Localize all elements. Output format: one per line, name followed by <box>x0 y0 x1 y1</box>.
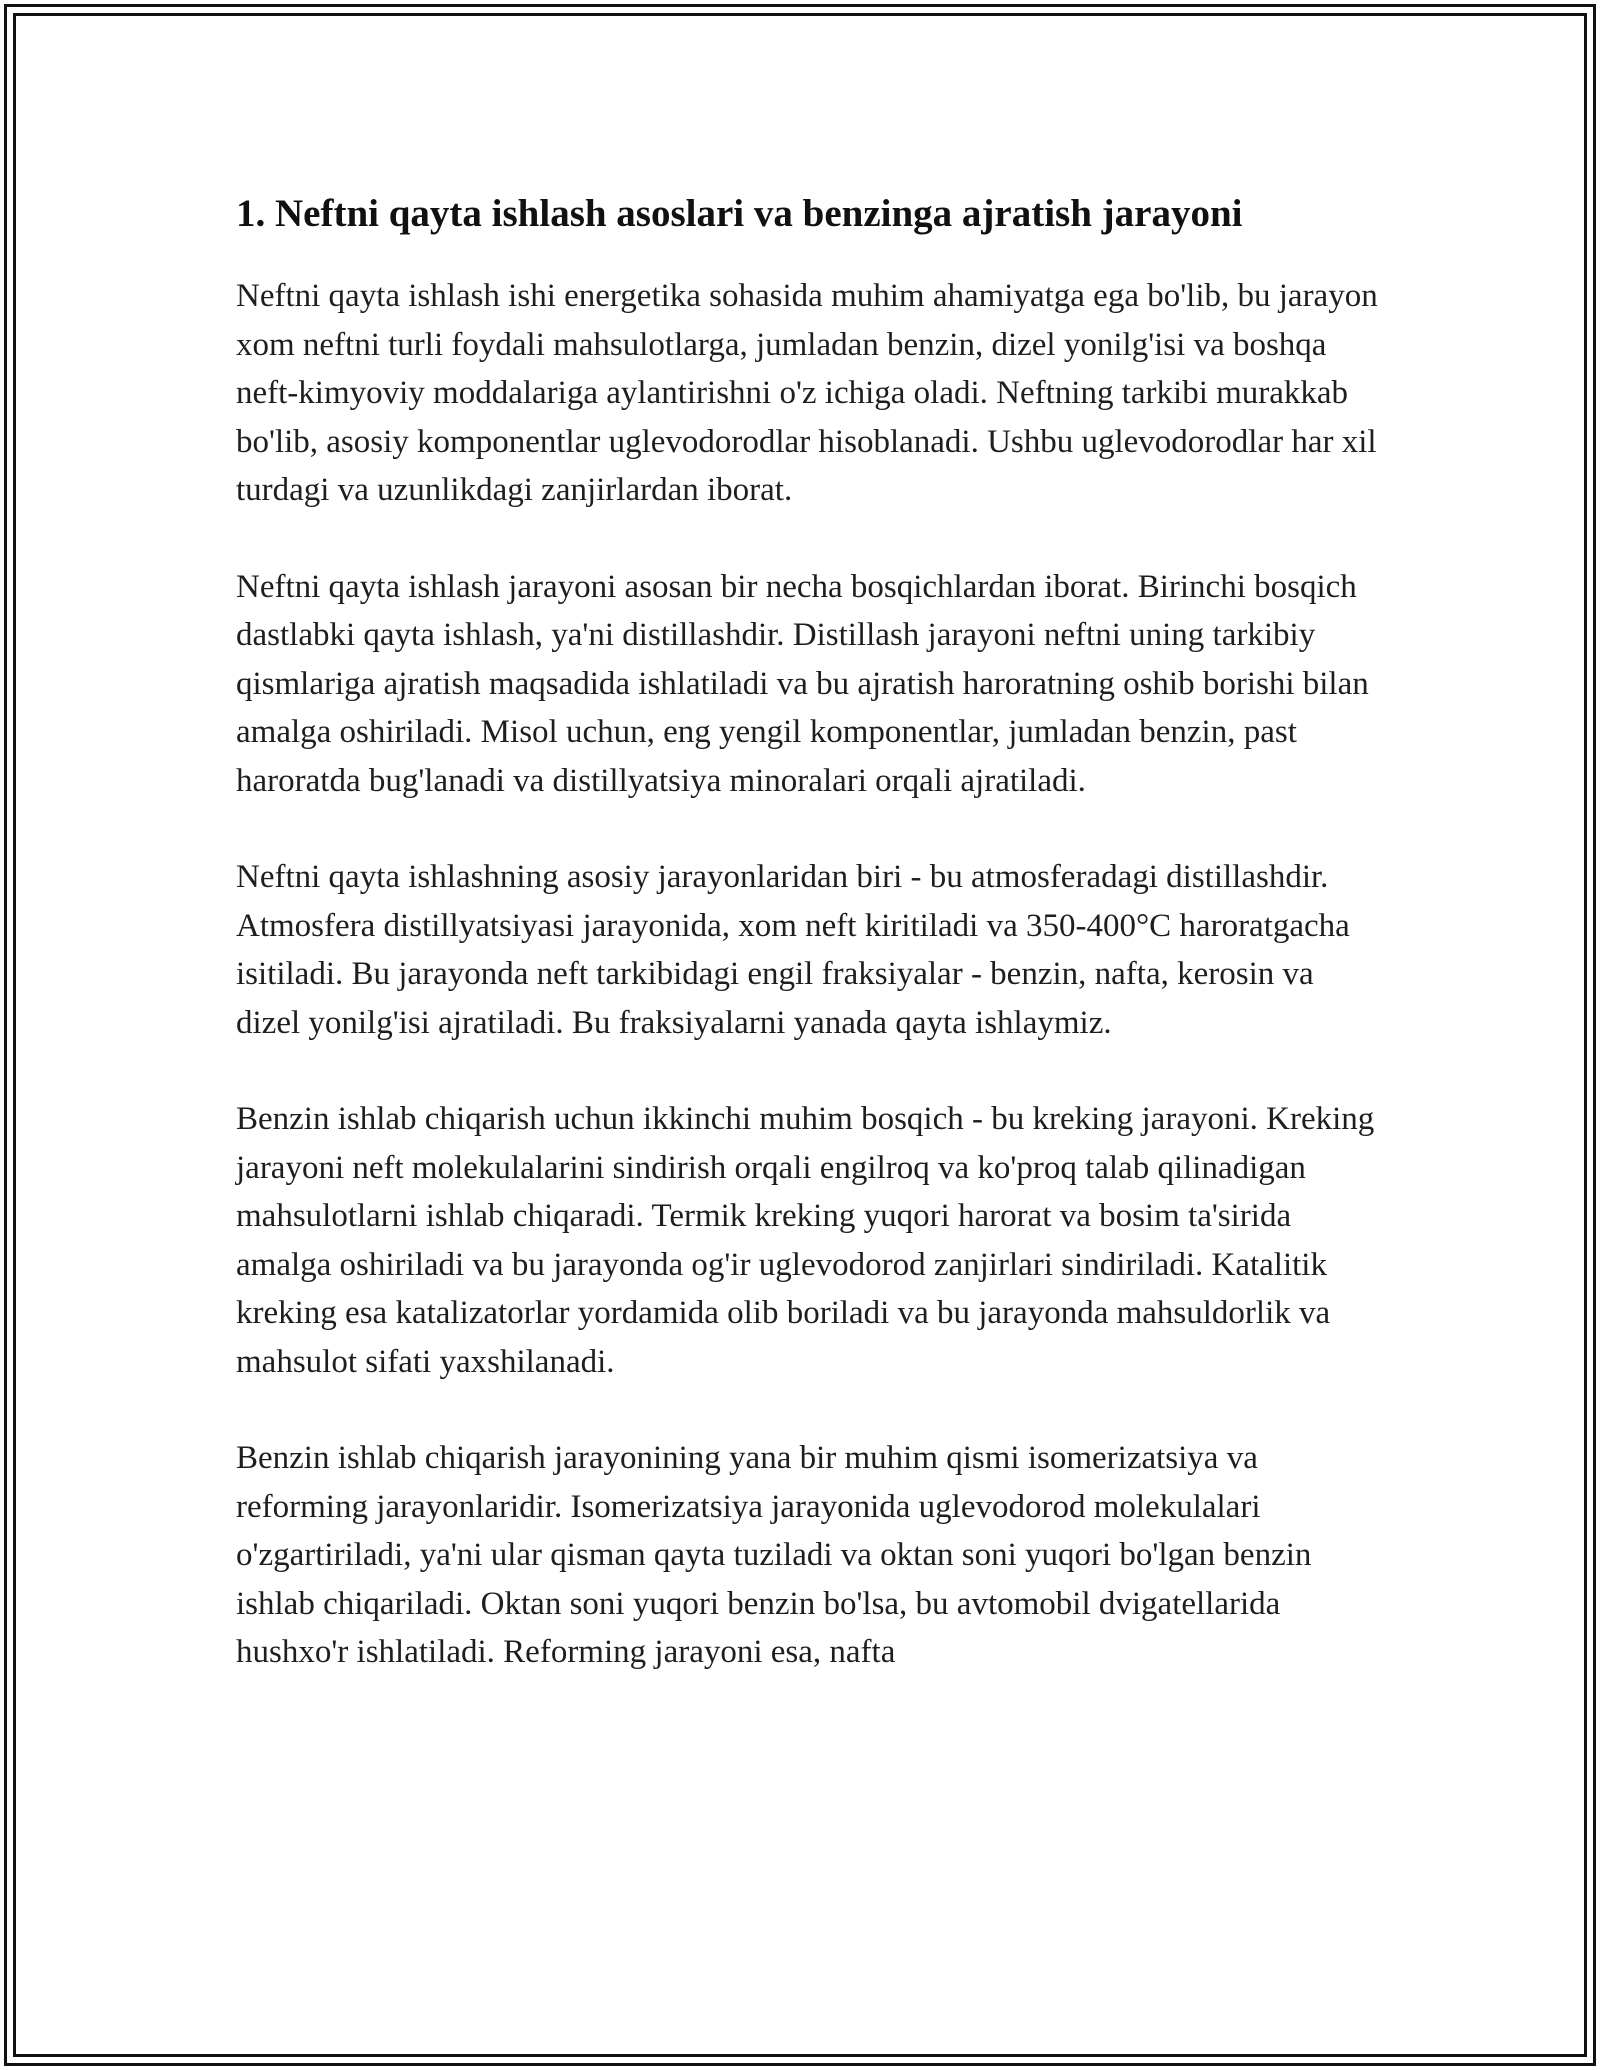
paragraph-2: Neftni qayta ishlash jarayoni asosan bir necha bosqichlardan iborat. Birinchi bosqich dastlabki qayta ishlash, ya'ni distillashdir. Distillash jarayoni neftni uning tarkibiy qismlariga ajratish maqsadida ishlatiladi va bu ajratish haroratning oshib borishi bilan amalga oshiriladi. Misol uchun, eng yengil komponentlar, jumladan benzin, past haroratda bug'lanadi va distillyatsiya minoralari orqali ajratiladi. <box>236 568 1369 799</box>
paragraph-5: Benzin ishlab chiqarish jarayonining yana bir muhim qismi isomerizatsiya va reforming jarayonlaridir. Isomerizatsiya jarayonida uglevodorod molekulalari o'zgartiriladi, ya'ni ular qisman qayta tuziladi va oktan soni yuqori bo'lgan benzin ishlab chiqariladi. Oktan soni yuqori benzin bo'lsa, bu avtomobil dvigatellarida hushxo'r ishlatiladi. Reforming jarayoni esa, nafta <box>236 1440 1312 1670</box>
document-body <box>236 186 1386 1677</box>
paragraph-4: Benzin ishlab chiqarish uchun ikkinchi muhim bosqich - bu kreking jarayoni. Kreking jarayoni neft molekulalarini sindirish orqali engilroq va ko'proq talab qilinadigan mahsulotlarni ishlab chiqaradi. Termik kreking yuqori harorat va bosim ta'sirida amalga oshiriladi va bu jarayonda og'ir uglevodorod zanjirlari sindiriladi. Katalitik kreking esa katalizatorlar yordamida olib boriladi va bu jarayonda mahsuldorlik va mahsulot sifati yaxshilanadi. <box>236 1101 1375 1380</box>
paragraph-1: Neftni qayta ishlash ishi energetika sohasida muhim ahamiyatga ega bo'lib, bu jarayon xom neftni turli foydali mahsulotlarga, jumladan benzin, dizel yonilg'isi va boshqa neft-kimyoviy moddalariga aylantirishni o'z ichiga oladi. Neftning tarkibi murakkab bo'lib, asosiy komponentlar uglevodorodlar hisoblanadi. Ushbu uglevodorodlar har xil turdagi va uzunlikdagi zanjirlardan iborat. <box>236 278 1378 508</box>
paragraph-3: Neftni qayta ishlashning asosiy jarayonlaridan biri - bu atmosferadagi distillashdir. Atmosfera distillyatsiyasi jarayonida, xom neft kiritiladi va 350-400°C haroratgacha isitiladi. Bu jarayonda neft tarkibidagi engil fraksiyalar - benzin, nafta, kerosin va dizel yonilg'isi ajratiladi. Bu fraksiyalarni yanada qayta ishlaymiz. <box>236 859 1350 1041</box>
section-heading: 1. Neftni qayta ishlash asoslari va benzinga ajratish jarayoni <box>236 192 1243 235</box>
